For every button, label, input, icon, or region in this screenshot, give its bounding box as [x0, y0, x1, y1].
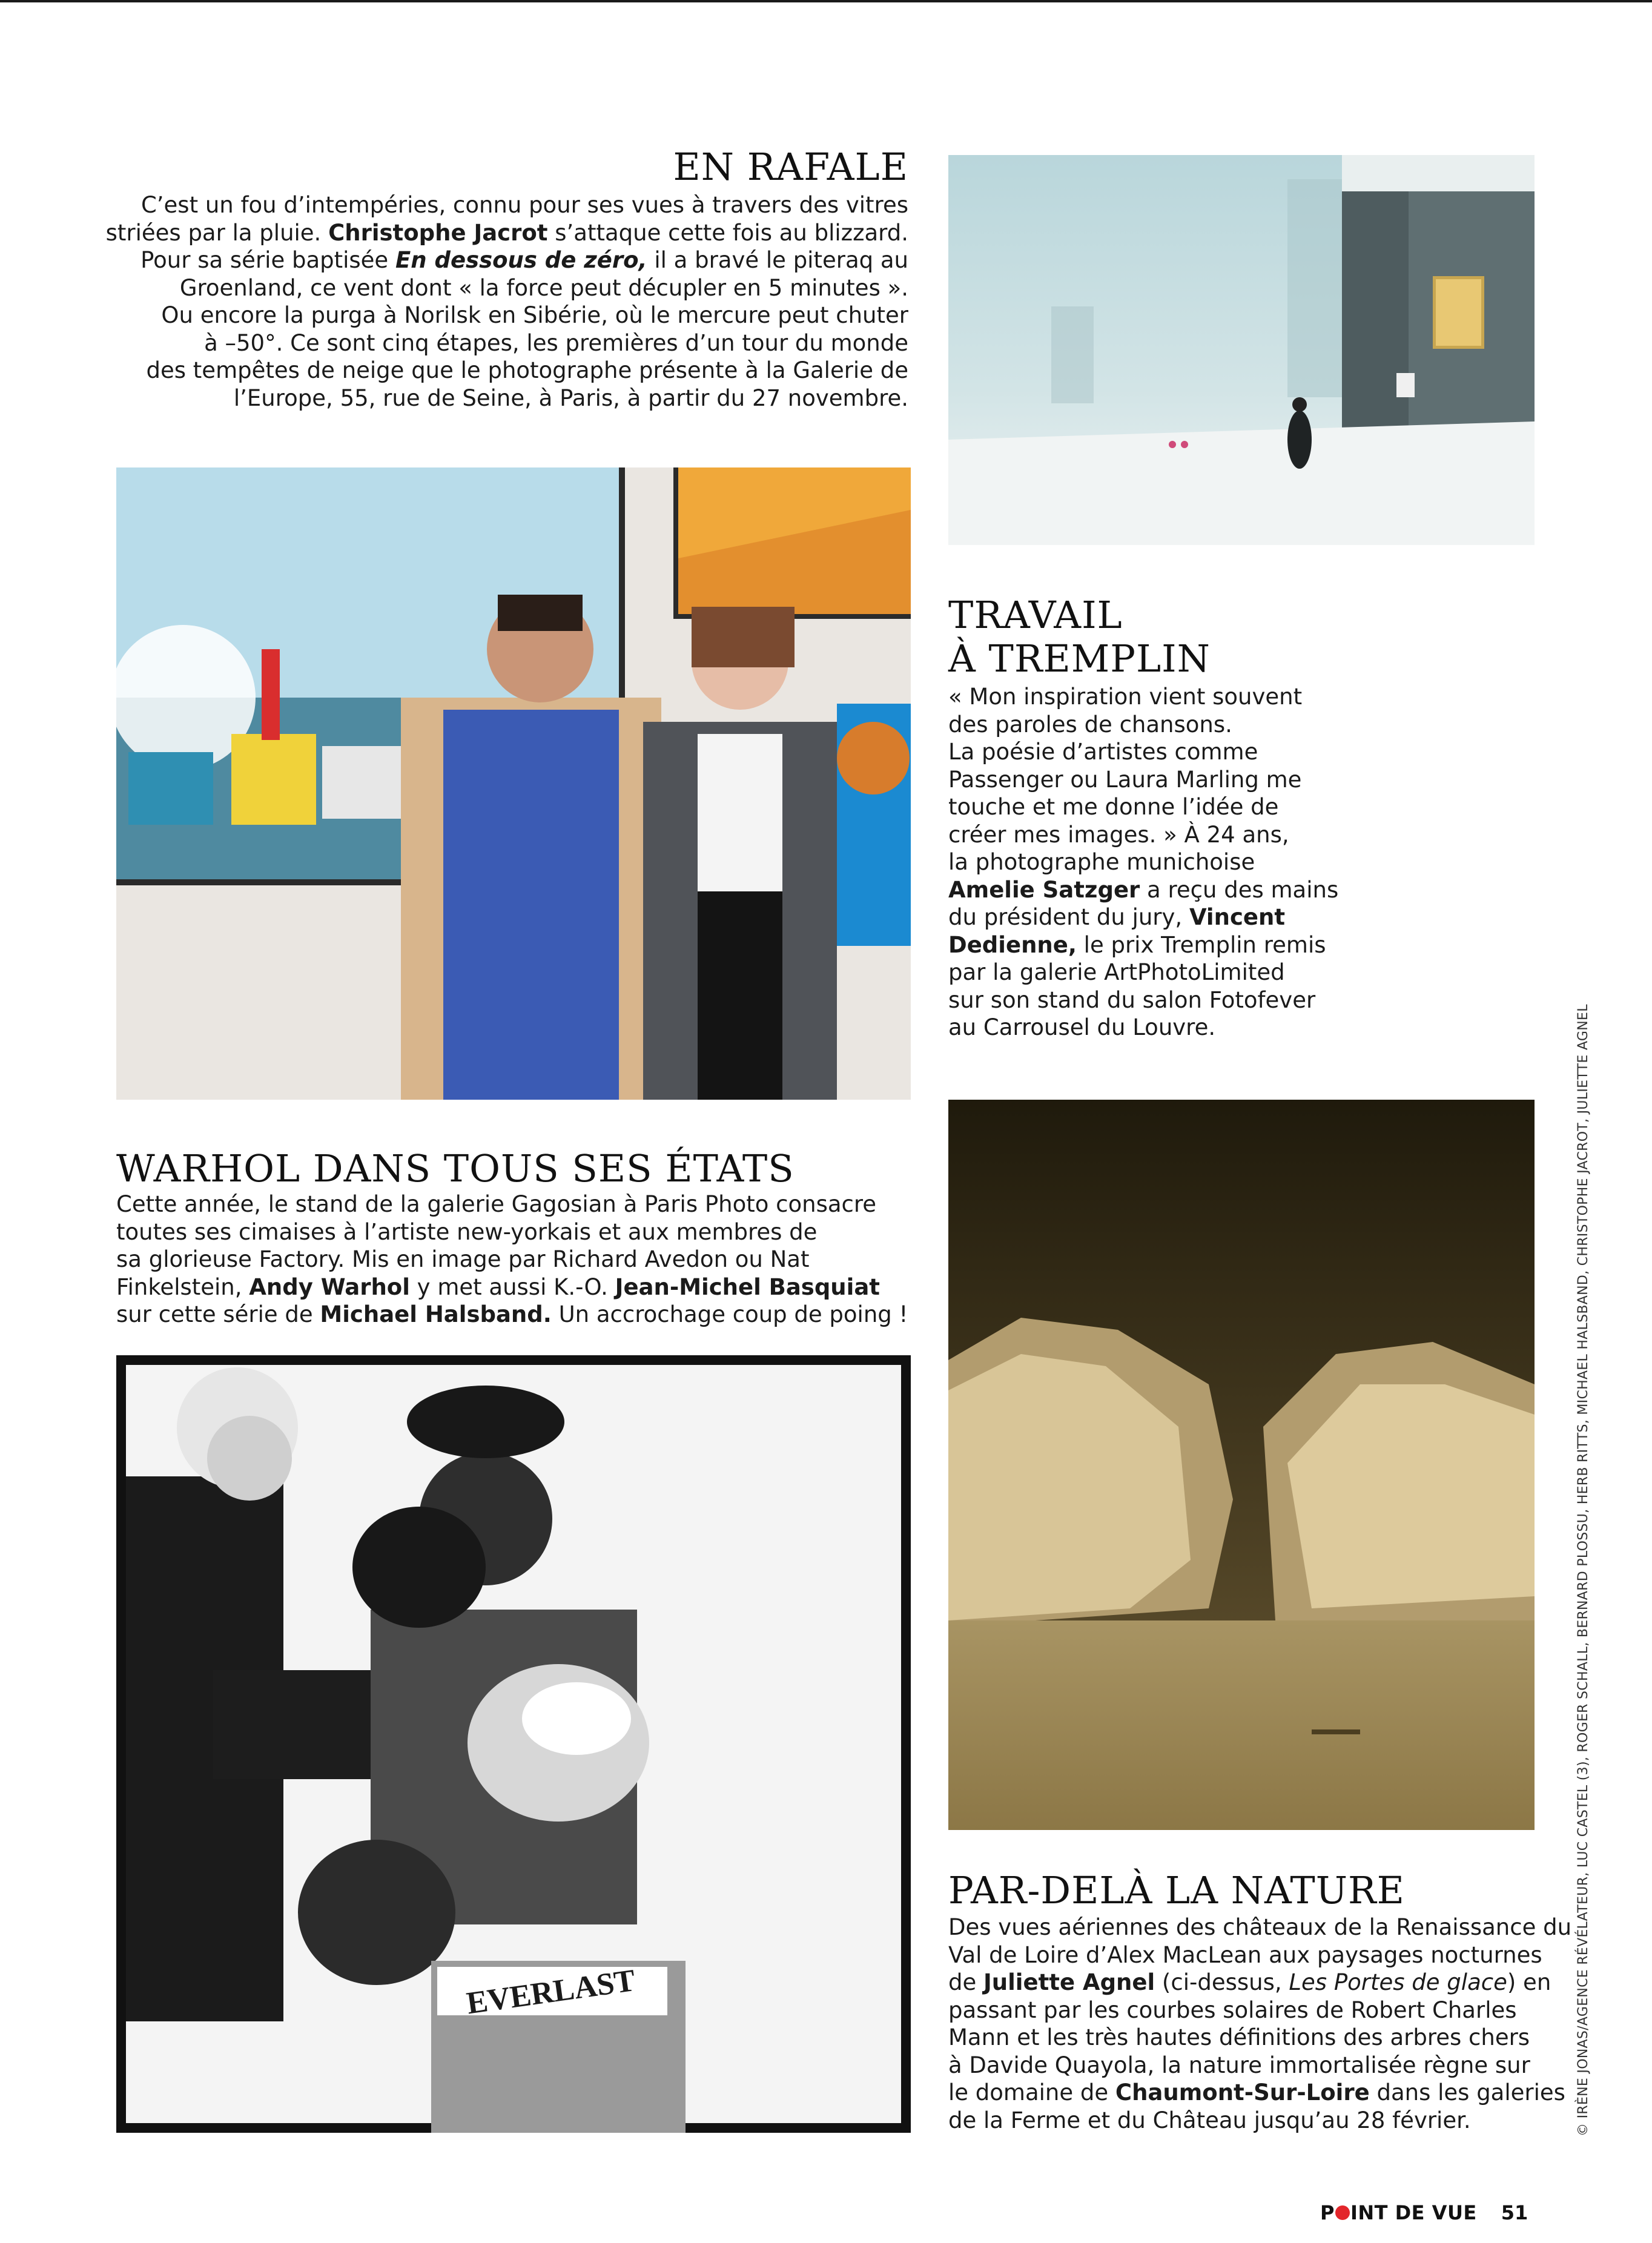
text-run: ) en	[1507, 1969, 1551, 1995]
emphasis-run: Jean-Michel Basquiat	[615, 1273, 880, 1300]
text-line	[948, 711, 1372, 739]
text-line	[91, 385, 908, 412]
text-run: Passenger ou Laura Marling me	[948, 766, 1302, 793]
brand-letter: P	[1320, 2201, 1335, 2224]
text-run: à Davide Quayola, la nature immortalisée règne sur	[948, 2052, 1530, 2078]
emphasis-run: Juliette Agnel	[983, 1969, 1155, 1995]
emphasis-run: Christophe Jacrot	[328, 219, 548, 246]
magazine-brand	[1320, 2201, 1477, 2224]
brand-rest: INT DE VUE	[1350, 2201, 1477, 2224]
text-line	[948, 2024, 1548, 2052]
text-line	[948, 738, 1372, 766]
text-run: passant par les courbes solaires de Robert Charles	[948, 1997, 1517, 2023]
article-travail-a-tremplin	[948, 683, 1372, 1042]
text-line	[91, 302, 908, 329]
headline-warhol: WARHOL DANS TOUS SES ÉTATS	[116, 1146, 795, 1191]
emphasis-run: En dessous de zéro,	[395, 247, 647, 273]
text-line	[116, 1218, 922, 1246]
page-footer	[1320, 2201, 1528, 2225]
text-run: il a bravé le piteraq au	[647, 247, 908, 273]
text-run: sur cette série de	[116, 1301, 320, 1327]
photo-portes-de-glace	[948, 1100, 1535, 1830]
top-rule	[0, 0, 1652, 2]
photo-credit: © IRÈNE JONAS/AGENCE RÉVÉLATEUR, LUC CASTEL (3), ROGER SCHALL, BERNARD PLOSSU, HERB RITTS, MICHAEL HALSBAND, CHRISTOPHE JACROT, JULIETTE AGNEL	[1576, 1004, 1591, 2136]
text-run: Un accrochage coup de poing !	[551, 1301, 908, 1327]
text-line	[948, 821, 1372, 849]
text-line	[948, 2052, 1548, 2079]
text-run: Ou encore la purga à Norilsk en Sibérie, où le mercure peut chuter	[161, 302, 908, 328]
text-run: Pour sa série baptisée	[140, 247, 395, 273]
emphasis-run: Michael Halsband.	[320, 1301, 552, 1327]
text-run: s’attaque cette fois au blizzard.	[547, 219, 908, 246]
text-run: la photographe munichoise	[948, 849, 1255, 875]
text-run: toutes ses cimaises à l’artiste new-yorkais et aux membres de	[116, 1218, 818, 1245]
text-line	[116, 1273, 922, 1301]
text-run: créer mes images. » À 24 ans,	[948, 821, 1289, 848]
text-run: le domaine de	[948, 2079, 1115, 2106]
text-run: sur son stand du salon Fotofever	[948, 986, 1316, 1013]
text-run: touche et me donne l’idée de	[948, 794, 1279, 820]
text-run: striées par la pluie.	[105, 219, 329, 246]
text-run: Des vues aériennes des châteaux de la Renaissance du	[948, 1914, 1572, 1940]
text-line	[948, 1997, 1548, 2024]
article-en-rafale	[91, 191, 908, 412]
text-line	[91, 191, 908, 219]
emphasis-run: Dedienne,	[948, 931, 1077, 958]
headline-travail-a-tremplin	[948, 593, 1211, 681]
text-line	[948, 848, 1372, 876]
text-run: a reçu des mains	[1140, 876, 1339, 903]
text-run: des tempêtes de neige que le photographe présente à la Galerie de	[146, 357, 908, 383]
text-line	[948, 1014, 1372, 1042]
text-line	[948, 876, 1372, 904]
emphasis-run: Vincent	[1189, 904, 1286, 930]
text-run: Finkelstein,	[116, 1273, 249, 1300]
text-line	[948, 2107, 1548, 2135]
text-run: le prix Tremplin remis	[1076, 931, 1326, 958]
text-line	[116, 1191, 922, 1218]
text-line	[948, 1969, 1551, 1997]
headline-par-dela-la-nature: PAR-DELÀ LA NATURE	[948, 1868, 1405, 1912]
text-run: Cette année, le stand de la galerie Gagosian à Paris Photo consacre	[116, 1191, 877, 1217]
text-line	[116, 1301, 922, 1329]
article-warhol	[116, 1191, 922, 1329]
article-par-dela-la-nature	[948, 1914, 1572, 2134]
text-run: Val de Loire d’Alex MacLean aux paysages nocturnes	[948, 1941, 1542, 1968]
text-run: y met aussi K.-O.	[409, 1273, 615, 1300]
text-run: Mann et les très hautes définitions des arbres chers	[948, 2024, 1530, 2050]
text-run: de	[948, 1969, 984, 1995]
text-line	[91, 274, 908, 302]
photo-warhol-basquiat	[116, 1355, 911, 2133]
photo-tremplin-winners	[116, 467, 911, 1100]
text-line	[116, 1246, 922, 1273]
text-run: (ci-dessus,	[1155, 1969, 1289, 1995]
text-line	[948, 2079, 1565, 2107]
emphasis-run: Amelie Satzger	[948, 876, 1140, 903]
text-run: à –50°. Ce sont cinq étapes, les premières d’un tour du monde	[204, 329, 908, 356]
emphasis-run: Les Portes de glace	[1289, 1969, 1507, 1995]
text-line	[948, 793, 1372, 821]
text-line	[948, 903, 1372, 931]
emphasis-run: Chaumont-Sur-Loire	[1115, 2079, 1370, 2106]
text-line	[948, 766, 1372, 794]
emphasis-run: Andy Warhol	[249, 1273, 410, 1300]
text-line	[91, 357, 908, 385]
text-line	[948, 986, 1372, 1014]
text-line	[948, 959, 1372, 986]
text-run: des paroles de chansons.	[948, 711, 1232, 738]
text-line	[948, 1941, 1548, 1969]
text-line	[91, 329, 908, 357]
page-number: 51	[1501, 2201, 1528, 2224]
brand-red-dot-icon	[1335, 2205, 1350, 2220]
text-run: sa glorieuse Factory. Mis en image par Richard Avedon ou Nat	[116, 1246, 810, 1272]
text-run: dans les galeries	[1369, 2079, 1565, 2106]
text-run: Groenland, ce vent dont « la force peut décupler en 5 minutes ».	[179, 274, 908, 301]
text-line	[948, 931, 1372, 959]
text-run: « Mon inspiration vient souvent	[948, 684, 1303, 710]
headline-line: TRAVAIL	[948, 593, 1123, 637]
headline-en-rafale: EN RAFALE	[673, 145, 908, 189]
text-line	[91, 219, 908, 247]
photo-blizzard-street	[948, 155, 1535, 545]
text-run: La poésie d’artistes comme	[948, 739, 1258, 765]
text-run: au Carrousel du Louvre.	[948, 1014, 1216, 1040]
text-run: du président du jury,	[948, 904, 1189, 930]
text-run: de la Ferme et du Château jusqu’au 28 février.	[948, 2107, 1471, 2133]
text-line	[948, 683, 1372, 711]
text-run: l’Europe, 55, rue de Seine, à Paris, à partir du 27 novembre.	[233, 385, 908, 411]
text-line	[948, 1914, 1572, 1941]
text-run: C’est un fou d’intempéries, connu pour ses vues à travers des vitres	[140, 192, 908, 218]
text-run: par la galerie ArtPhotoLimited	[948, 959, 1285, 985]
headline-line: À TREMPLIN	[948, 636, 1211, 681]
everlast-logo: EVERLAST	[464, 1963, 638, 2021]
text-line	[91, 246, 908, 274]
